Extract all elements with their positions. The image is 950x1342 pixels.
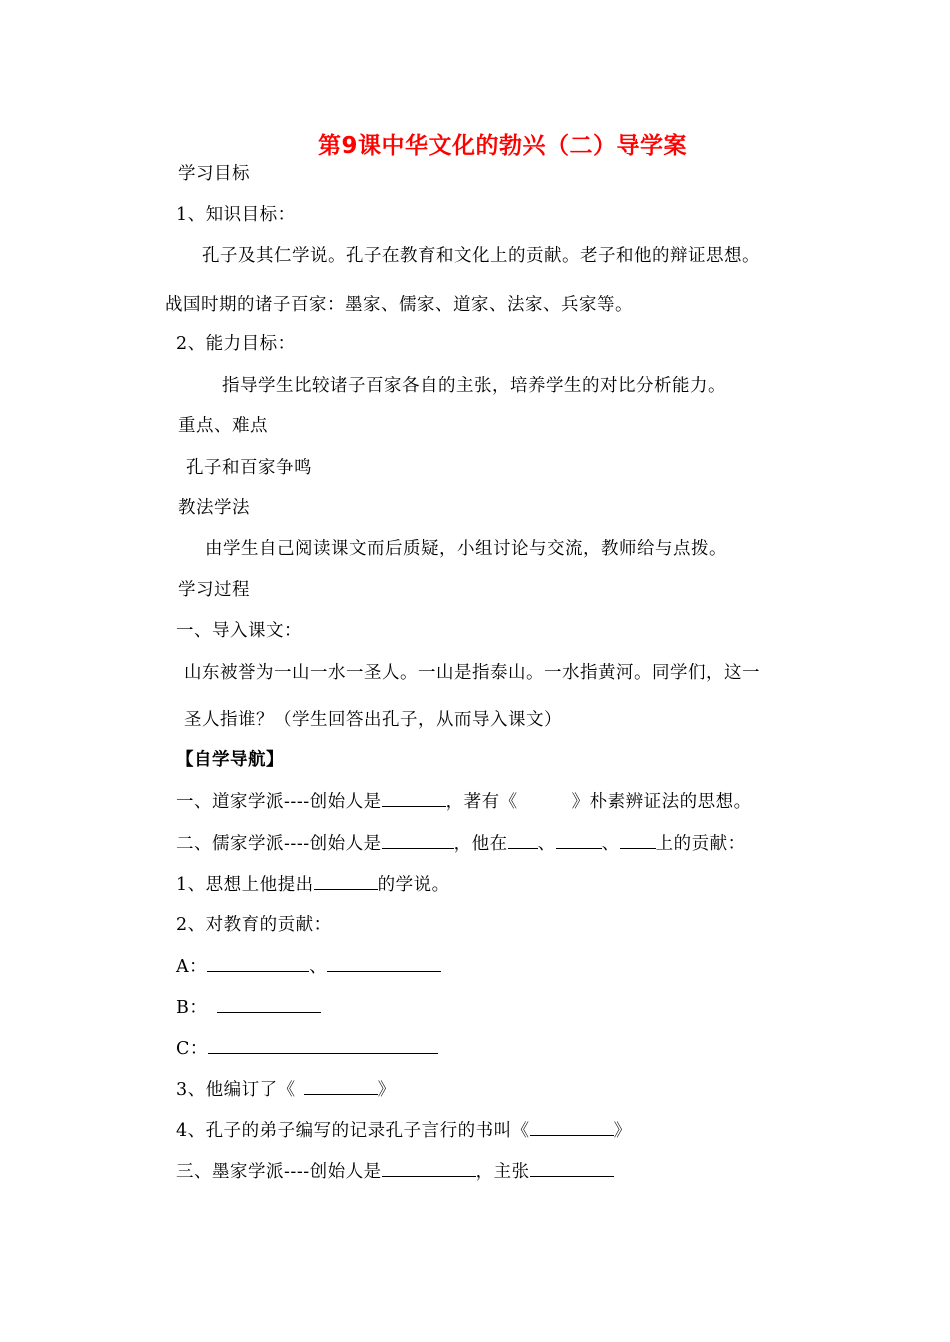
question-edited — [176, 1077, 396, 1102]
question-daoism-text-b: ，著有《 — [445, 792, 518, 812]
question-daoism-text-c: 》朴素辨证法的思想。 — [571, 792, 752, 812]
question-edited-text-b: 》 — [377, 1080, 396, 1100]
knowledge-goal-text-1: 孔子及其仁学说。孔子在教育和文化上的贡献。老子和他的辩证思想。 — [202, 246, 760, 266]
blank-contribution-2[interactable] — [556, 831, 602, 849]
blank-c[interactable] — [208, 1036, 438, 1054]
question-edited-text-a: 3、他编订了《 — [176, 1080, 296, 1100]
question-education: 2、对教育的贡献： — [176, 915, 332, 935]
answer-c-line — [176, 1036, 438, 1061]
methods-text: 由学生自己阅读课文而后质疑，小组讨论与交流，教师给与点拨。 — [205, 539, 727, 559]
question-thought — [176, 872, 450, 897]
blank-daoism-founder[interactable] — [382, 789, 446, 807]
key-points-text: 孔子和百家争鸣 — [186, 458, 312, 478]
blank-a-2[interactable] — [327, 954, 441, 972]
blank-mohism-claim[interactable] — [530, 1159, 614, 1177]
section-heading-methods: 教法学法 — [178, 498, 250, 518]
answer-a-separator: 、 — [309, 957, 328, 977]
section-heading-process: 学习过程 — [178, 580, 250, 600]
knowledge-goal-heading: 1、知识目标： — [176, 205, 296, 225]
question-daoism-text-a: 一、道家学派----创始人是 — [176, 792, 382, 812]
question-confucianism-text-c: 、 — [537, 834, 556, 854]
question-confucianism-text-e: 上的贡献： — [655, 834, 746, 854]
question-thought-text-a: 1、思想上他提出 — [176, 875, 314, 895]
answer-a-line — [176, 954, 441, 979]
blank-a-1[interactable] — [207, 954, 309, 972]
section-heading-goals: 学习目标 — [178, 164, 250, 184]
answer-c-label: C： — [176, 1039, 208, 1059]
answer-b-label: B： — [176, 998, 208, 1018]
intro-heading: 一、导入课文： — [176, 621, 302, 641]
blank-b[interactable] — [217, 995, 321, 1013]
question-thought-text-b: 的学说。 — [377, 875, 450, 895]
question-confucianism-text-b: ，他在 — [453, 834, 508, 854]
question-analects — [176, 1118, 632, 1143]
ability-goal-heading: 2、能力目标： — [176, 334, 296, 354]
blank-thought[interactable] — [314, 872, 378, 890]
question-daoism — [176, 789, 752, 814]
section-heading-key-points: 重点、难点 — [178, 416, 268, 436]
self-study-heading: 【自学导航】 — [176, 750, 284, 770]
question-confucianism-text-d: 、 — [601, 834, 620, 854]
question-analects-text-a: 4、孔子的弟子编写的记录孔子言行的书叫《 — [176, 1121, 530, 1141]
question-confucianism — [176, 831, 746, 856]
blank-edited-book[interactable] — [304, 1077, 378, 1095]
question-confucianism-text-a: 二、儒家学派----创始人是 — [176, 834, 382, 854]
question-analects-text-b: 》 — [613, 1121, 632, 1141]
page-title: 第9课中华文化的勃兴（二）导学案 — [318, 133, 688, 159]
blank-contribution-1[interactable] — [508, 831, 538, 849]
answer-a-label: A： — [176, 957, 208, 977]
blank-contribution-3[interactable] — [620, 831, 656, 849]
knowledge-goal-text-2: 战国时期的诸子百家：墨家、儒家、道家、法家、兵家等。 — [165, 295, 633, 315]
question-mohism-text-b: ，主张 — [475, 1162, 530, 1182]
intro-text-2: 圣人指谁？（学生回答出孔子，从而导入课文） — [184, 710, 562, 730]
intro-text-1: 山东被誉为一山一水一圣人。一山是指泰山。一水指黄河。同学们，这一 — [184, 663, 760, 683]
ability-goal-text: 指导学生比较诸子百家各自的主张，培养学生的对比分析能力。 — [222, 376, 726, 396]
blank-analects[interactable] — [530, 1118, 614, 1136]
question-mohism-text-a: 三、墨家学派----创始人是 — [176, 1162, 382, 1182]
blank-confucius-founder[interactable] — [382, 831, 454, 849]
question-mohism — [176, 1159, 614, 1184]
blank-mohism-founder[interactable] — [382, 1159, 476, 1177]
answer-b-line — [176, 995, 321, 1020]
